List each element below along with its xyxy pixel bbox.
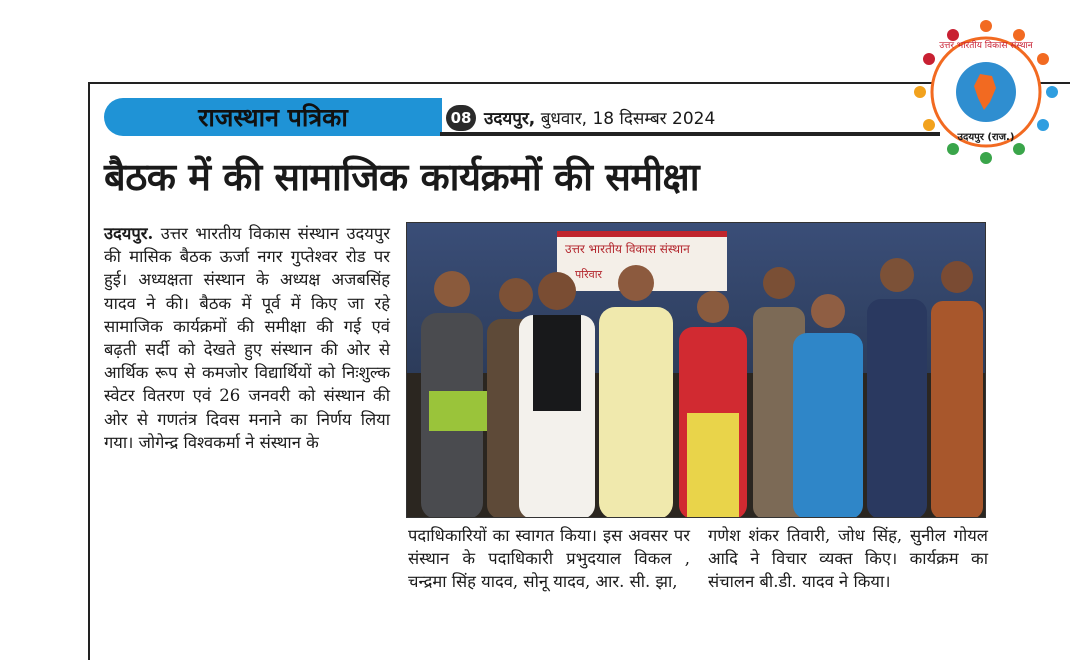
article-lead: उदयपुर. xyxy=(104,224,154,243)
masthead-title: राजस्थान पत्रिका xyxy=(198,103,348,132)
group-photo xyxy=(406,222,986,518)
article-headline: बैठक में की सामाजिक कार्यक्रमों की समीक्षा xyxy=(104,155,700,199)
article-column-2: पदाधिकारियों का स्वागत किया। इस अवसर पर संस्थान के पदाधिकारी प्रभुदयाल विकल , चन्द्रमा सिंह यादव, सोनू यादव, आर. सी. झा, xyxy=(408,526,690,592)
logo-bottom-text: उदयपुर (राज.) xyxy=(957,132,1015,143)
photo-banner-text-2: परिवार xyxy=(575,268,603,281)
header-rule xyxy=(440,132,940,136)
article-column-1 xyxy=(104,222,390,454)
page-number-badge: 08 xyxy=(446,105,476,131)
column-1-text: उत्तर भारतीय विकास संस्थान उदयपुर की मासिक बैठक ऊर्जा नगर गुप्तेश्वर रोड पर हुई। अध्यक्षता संस्थान के अध्यक्ष अजबसिंह यादव ने की। बैठक में पूर्व में किए जा रहे सामाजिक कार्यक्रमों की समीक्षा की गई एवं बढ़ती सर्दी को देखते हुए संस्थान की ओर से आर्थिक रूप से कमजोर विद्यार्थियों को निःशुल्क स्वेटर वितरण एवं 26 जनवरी को संस्थान की ओर से गणतंत्र दिवस मनाने का निर्णय लिया गया। जोगेन्द्र विश्वकर्मा ने संस्थान के xyxy=(104,224,390,452)
photo-banner-text: उत्तर भारतीय विकास संस्थान xyxy=(565,242,690,256)
dateline-date: बुधवार, 18 दिसम्बर 2024 xyxy=(540,109,716,129)
organization-logo xyxy=(912,18,1060,166)
dateline xyxy=(484,106,715,129)
newspaper-masthead xyxy=(104,98,442,136)
logo-arc-text: उत्तर भारतीय विकास संस्थान xyxy=(939,41,1033,51)
article-column-3: गणेश शंकर तिवारी, जोध सिंह, सुनील गोयल आदि ने विचार व्यक्त किए। कार्यक्रम का संचालन बी.डी. यादव ने किया। xyxy=(708,526,988,592)
dateline-city: उदयपुर, xyxy=(484,109,536,129)
